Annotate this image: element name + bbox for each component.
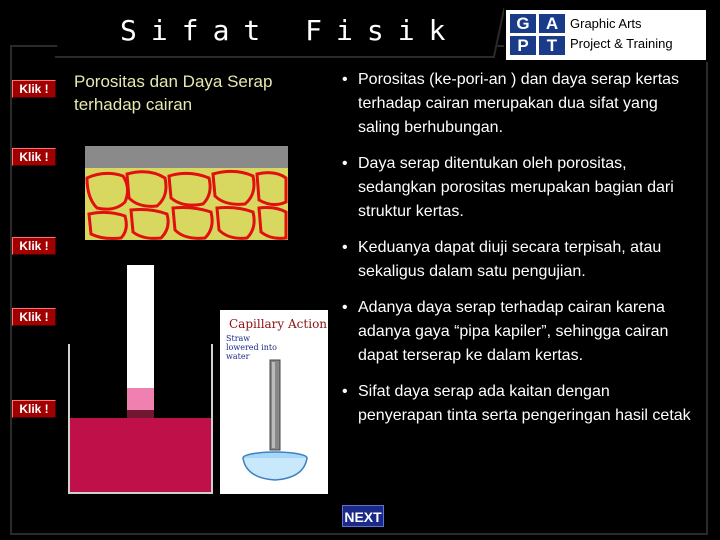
paper-test-strip	[127, 265, 154, 388]
strip-wet-zone	[127, 410, 154, 418]
logo-line-1: Graphic Arts	[570, 16, 642, 31]
beaker-liquid	[70, 418, 211, 492]
bullet-item: • Adanya daya serap terhadap cairan karena adanya gaya “pipa kapiler”, sehingga cairan dapat terserap ke dalam kertas.	[342, 296, 692, 368]
gapt-logo	[504, 8, 708, 62]
paper-pore-structure	[85, 168, 288, 240]
logo-cell-p: P	[510, 36, 536, 55]
logo-cell-g: G	[510, 14, 536, 33]
section-heading: Porositas dan Daya Serap terhadap cairan	[74, 72, 273, 114]
klik-button-4[interactable]: Klik !	[12, 308, 56, 326]
bullet-item: • Keduanya dapat diuji secara terpisah, atau sekaligus dalam satu pengujian.	[342, 236, 692, 284]
bullet-list	[342, 68, 692, 440]
capillary-title: Capillary Action	[229, 317, 328, 331]
paper-surface-layer	[85, 146, 288, 168]
capillary-caption: Straw lowered into water	[226, 334, 277, 361]
klik-button-2[interactable]: Klik !	[12, 148, 56, 166]
bullet-item: • Daya serap ditentukan oleh porositas, sedangkan porositas merupakan bagian dari struktur kertas.	[342, 152, 692, 224]
klik-button-3[interactable]: Klik !	[12, 237, 56, 255]
slide-title: Sifat Fisik	[120, 14, 460, 47]
klik-button-5[interactable]: Klik !	[12, 400, 56, 418]
bullet-item: • Sifat daya serap ada kaitan dengan penyerapan tinta serta pengeringan hasil cetak	[342, 380, 692, 428]
logo-cell-t: T	[539, 36, 565, 55]
logo-cell-a: A	[539, 14, 565, 33]
next-button[interactable]: NEXT	[342, 505, 384, 527]
strip-absorbed-zone	[127, 388, 154, 410]
logo-line-2: Project & Training	[570, 36, 673, 51]
bullet-item: • Porositas (ke-pori-an ) dan daya serap kertas terhadap cairan merupakan dua sifat yang saling berhubungan.	[342, 68, 692, 140]
klik-button-1[interactable]: Klik !	[12, 80, 56, 98]
